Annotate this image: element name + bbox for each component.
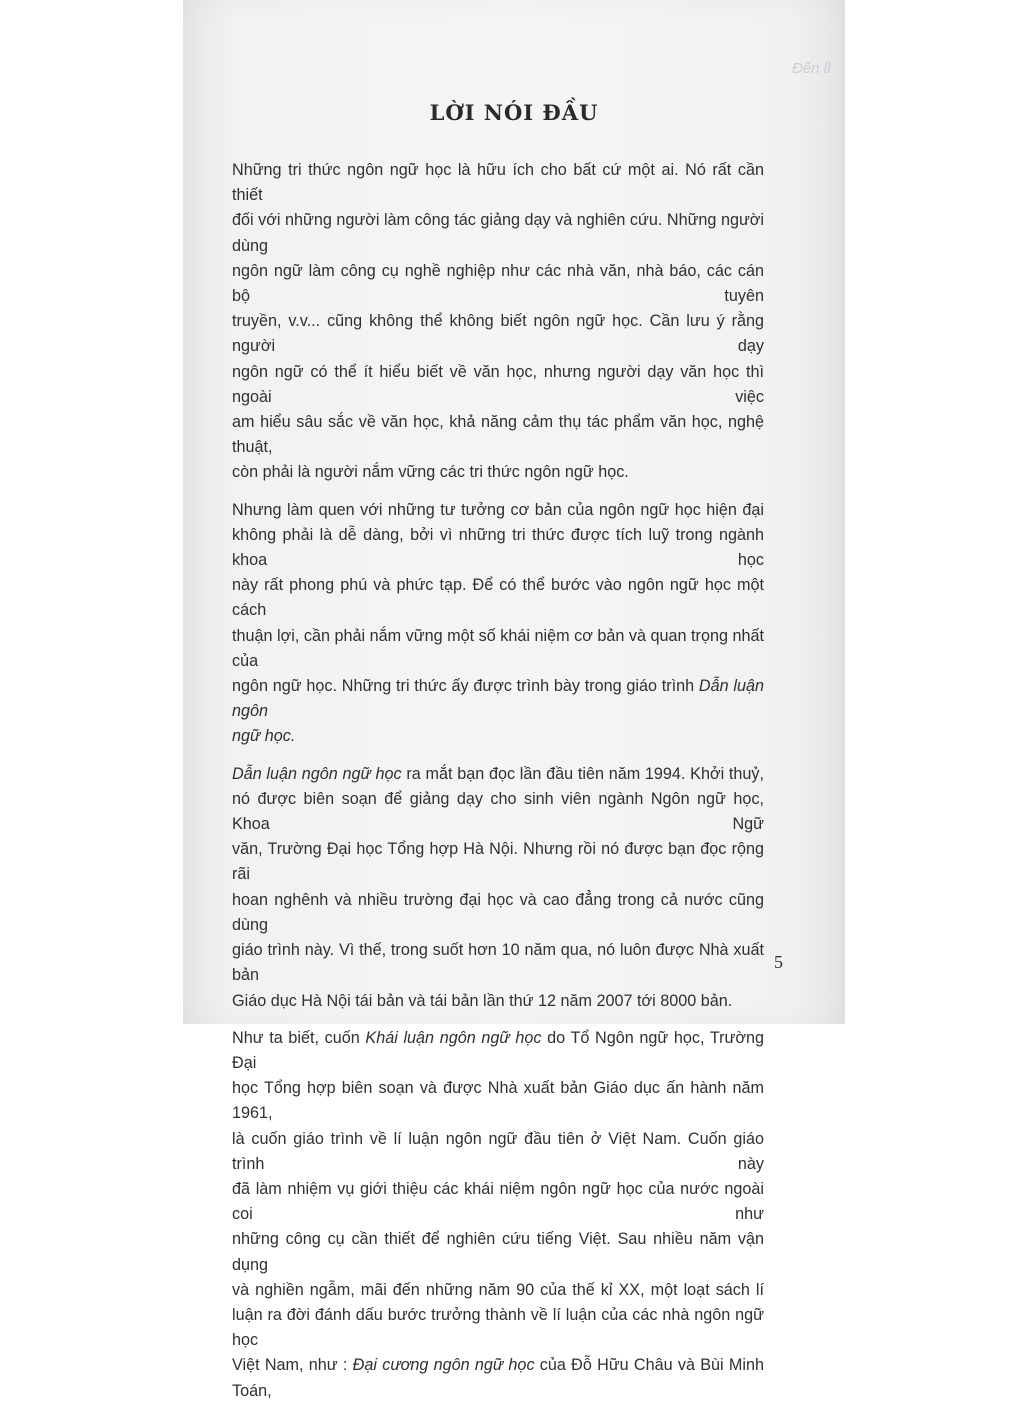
text-line: là cuốn giáo trình về lí luận ngôn ngữ đầu tiên ở Việt Nam. Cuốn giáo trình này <box>232 1129 764 1173</box>
page-number: 5 <box>774 952 783 972</box>
text-line: nó được biên soạn để giảng dạy cho sinh viên ngành Ngôn ngữ học, Khoa Ngữ <box>232 789 764 834</box>
text-line: ngôn ngữ làm công cụ nghề nghiệp như các nhà văn, nhà báo, các cán bộ tuyên <box>232 261 764 306</box>
text-line: học Tổng hợp biên soạn và được Nhà xuất bản Giáo dục ấn hành năm 1961, <box>232 1079 764 1123</box>
bleed-through-text: Đến lì <box>792 60 832 77</box>
text-line: văn, Trường Đại học Tổng hợp Hà Nội. Nhưng rồi nó được bạn đọc rộng rãi <box>232 840 764 884</box>
text-line: ngữ học. <box>232 727 296 746</box>
body-text <box>232 158 764 1416</box>
text-line: Những tri thức ngôn ngữ học là hữu ích cho bất cứ một ai. Nó rất cần thiết <box>232 161 764 205</box>
text-line: Dẫn luận ngôn ngữ học ra mắt bạn đọc lần đầu tiên năm 1994. Khởi thuỷ, <box>232 764 764 783</box>
text-line: này rất phong phú và phức tạp. Để có thể bước vào ngôn ngữ học một cách <box>232 576 764 620</box>
text-line: truyền, v.v... cũng không thể không biết ngôn ngữ học. Cần lưu ý rằng người dạy <box>232 312 764 356</box>
text-line: ngôn ngữ có thể ít hiểu biết về văn học, nhưng người dạy văn học thì ngoài việc <box>232 362 764 406</box>
paragraph-3 <box>232 762 764 1014</box>
paragraph-2 <box>232 498 764 750</box>
text-line: luận ra đời đánh dấu bước trưởng thành về lí luận của các nhà ngôn ngữ học <box>232 1305 764 1350</box>
text-line: còn phải là người nắm vững các tri thức ngôn ngữ học. <box>232 463 629 482</box>
text-line: thuận lợi, cần phải nắm vững một số khái niệm cơ bản và quan trọng nhất của <box>232 626 764 670</box>
text-line: đối với những người làm công tác giảng dạy và nghiên cứu. Những người dùng <box>232 211 764 255</box>
page-heading: LỜI NÓI ĐẦU <box>429 100 599 125</box>
text-line: Như ta biết, cuốn Khái luận ngôn ngữ học do Tổ Ngôn ngữ học, Trường Đại <box>232 1028 765 1072</box>
text-line: hoan nghênh và nhiều trường đại học và cao đẳng trong cả nước cũng dùng <box>232 890 764 934</box>
text-line: Việt Nam, như : Đại cương ngôn ngữ học của Đỗ Hữu Châu và Bùi Minh Toán, <box>232 1356 764 1400</box>
paragraph-4 <box>232 1026 764 1404</box>
text-line: đã làm nhiệm vụ giới thiệu các khái niệm ngôn ngữ học của nước ngoài coi như <box>232 1179 764 1224</box>
text-line: am hiểu sâu sắc về văn học, khả năng cảm thụ tác phẩm văn học, nghệ thuật, <box>232 413 764 457</box>
text-line: Nhưng làm quen với những tư tưởng cơ bản của ngôn ngữ học hiện đại <box>232 500 764 519</box>
text-line: không phải là dễ dàng, bởi vì những tri thức được tích luỹ trong ngành khoa học <box>232 525 764 570</box>
text-line: ngôn ngữ học. Những tri thức ấy được trình bày trong giáo trình Dẫn luận ngôn <box>232 677 764 721</box>
text-line: và nghiền ngẫm, mãi đến những năm 90 của thế kỉ XX, một loạt sách lí <box>232 1280 764 1299</box>
text-line: những công cụ cần thiết để nghiên cứu tiếng Việt. Sau nhiều năm vận dụng <box>232 1230 764 1274</box>
paragraph-1 <box>232 158 764 486</box>
text-line: Giáo dục Hà Nội tái bản và tái bản lần thứ 12 năm 2007 tới 8000 bản. <box>232 991 733 1010</box>
text-line: giáo trình này. Vì thế, trong suốt hơn 10 năm qua, nó luôn được Nhà xuất bản <box>232 941 764 985</box>
